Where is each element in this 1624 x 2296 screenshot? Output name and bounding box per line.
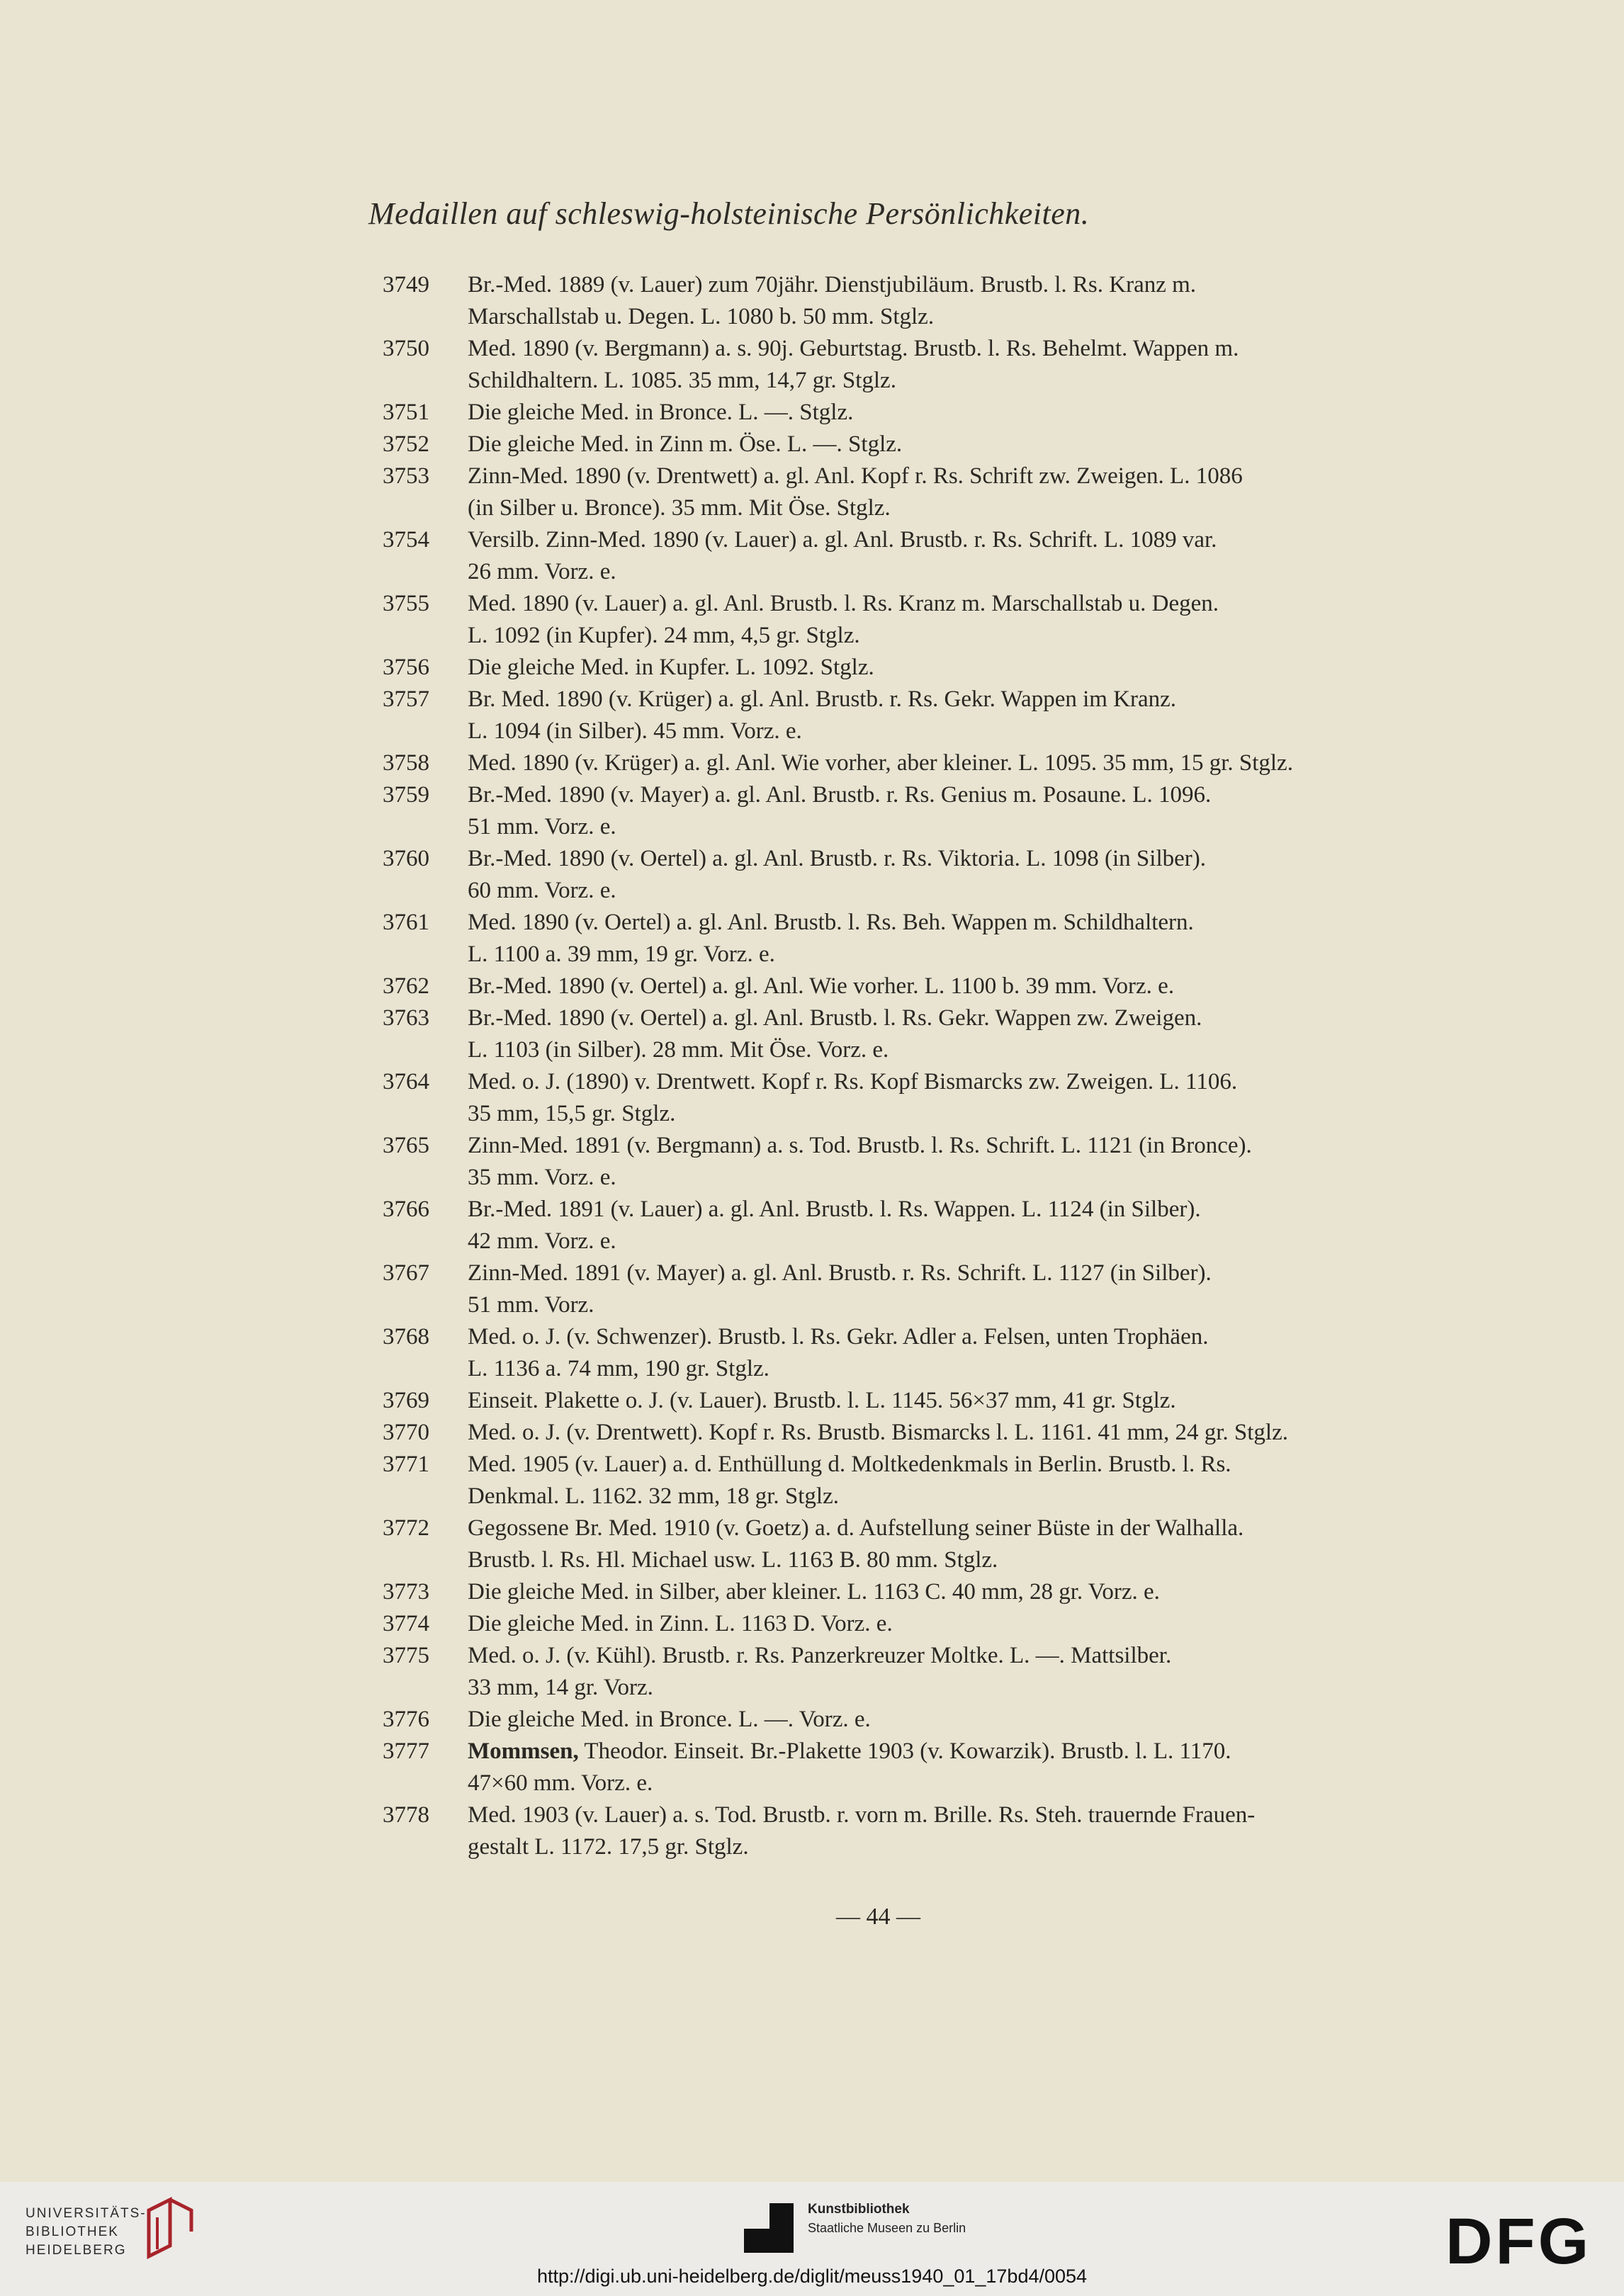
catalogue-entry	[383, 971, 1445, 1002]
entry-description	[468, 1512, 1445, 1576]
entry-number: 3749	[383, 272, 429, 298]
entry-line: L. 1094 (in Silber). 45 mm. Vorz. e.	[468, 718, 802, 744]
entry-description	[468, 1417, 1445, 1449]
entry-description	[468, 684, 1445, 747]
entry-line: Med. 1890 (v. Krüger) a. gl. Anl. Wie vorher, aber kleiner. L. 1095. 35 mm, 15 gr. Stglz.	[468, 750, 1293, 776]
kunstbibliothek-name: Kunstbibliothek	[808, 2202, 910, 2217]
page-url[interactable]: http://digi.ub.uni-heidelberg.de/diglit/meuss1940_01_17bd4/0054	[536, 2266, 1088, 2287]
entry-line: 51 mm. Vorz. e.	[468, 814, 616, 839]
entry-description	[468, 429, 1445, 460]
page-number: — 44 —	[836, 1904, 920, 1930]
entry-line: 35 mm, 15,5 gr. Stglz.	[468, 1101, 676, 1126]
entry-line: Med. o. J. (1890) v. Drentwett. Kopf r. Rs. Kopf Bismarcks zw. Zweigen. L. 1106.	[468, 1069, 1238, 1095]
page-title: Medaillen auf schleswig-holsteinische Persönlichkeiten.	[368, 196, 1090, 231]
entry-line: 26 mm. Vorz. e.	[468, 559, 616, 584]
library-line-1: UNIVERSITÄTS-	[26, 2206, 147, 2221]
entry-description	[468, 1449, 1445, 1512]
entry-line: 35 mm. Vorz. e.	[468, 1165, 616, 1190]
entry-number: 3778	[383, 1802, 429, 1828]
entry-line: Die gleiche Med. in Bronce. L. —. Stglz.	[468, 400, 854, 425]
entry-line: Med. 1890 (v. Bergmann) a. s. 90j. Geburtstag. Brustb. l. Rs. Behelmt. Wappen m.	[468, 336, 1239, 361]
library-emblem-icon[interactable]	[142, 2196, 198, 2260]
entry-description	[468, 747, 1445, 779]
kunstbibliothek-logo-icon[interactable]	[744, 2203, 794, 2253]
kunstbibliothek-label[interactable]	[808, 2200, 966, 2237]
entry-line: (in Silber u. Bronce). 35 mm. Mit Öse. Stglz.	[468, 495, 891, 521]
entry-number: 3762	[383, 973, 429, 999]
catalogue-entry	[383, 1194, 1445, 1257]
entry-description	[468, 460, 1445, 524]
entry-line: Med. 1890 (v. Oertel) a. gl. Anl. Brustb. l. Rs. Beh. Wappen m. Schildhaltern.	[468, 910, 1194, 935]
entry-description	[468, 588, 1445, 652]
catalogue-entries	[383, 269, 1445, 1863]
entry-description	[468, 333, 1445, 397]
entry-number: 3753	[383, 463, 429, 489]
entry-line: Die gleiche Med. in Silber, aber kleiner. L. 1163 C. 40 mm, 28 gr. Vorz. e.	[468, 1579, 1160, 1605]
entry-line: Med. 1890 (v. Lauer) a. gl. Anl. Brustb. l. Rs. Kranz m. Marschallstab u. Degen.	[468, 591, 1219, 616]
entry-description	[468, 843, 1445, 907]
entry-number: 3752	[383, 431, 429, 457]
entry-line-text: Theodor. Einseit. Br.-Plakette 1903 (v. Kowarzik). Brustb. l. L. 1170.	[578, 1738, 1231, 1764]
catalogue-entry	[383, 907, 1445, 971]
entry-description	[468, 524, 1445, 588]
entry-line: Zinn-Med. 1890 (v. Drentwett) a. gl. Anl. Kopf r. Rs. Schrift zw. Zweigen. L. 1086	[468, 463, 1243, 489]
entry-number: 3755	[383, 591, 429, 616]
kunstbibliothek-subtitle: Staatliche Museen zu Berlin	[808, 2221, 966, 2235]
entry-number: 3763	[383, 1005, 429, 1031]
entry-line: Br.-Med. 1891 (v. Lauer) a. gl. Anl. Brustb. l. Rs. Wappen. L. 1124 (in Silber).	[468, 1197, 1201, 1222]
entry-line: Med. o. J. (v. Kühl). Brustb. r. Rs. Panzerkreuzer Moltke. L. —. Mattsilber.	[468, 1643, 1172, 1668]
entry-line: Einseit. Plakette o. J. (v. Lauer). Brustb. l. L. 1145. 56×37 mm, 41 gr. Stglz.	[468, 1388, 1176, 1413]
entry-description	[468, 779, 1445, 843]
entry-description	[468, 1257, 1445, 1321]
entry-description	[468, 1608, 1445, 1640]
entry-line: Denkmal. L. 1162. 32 mm, 18 gr. Stglz.	[468, 1483, 839, 1509]
entry-line: Versilb. Zinn-Med. 1890 (v. Lauer) a. gl. Anl. Brustb. r. Rs. Schrift. L. 1089 var.	[468, 527, 1217, 553]
catalogue-entry	[383, 843, 1445, 907]
entry-line: Die gleiche Med. in Zinn. L. 1163 D. Vorz. e.	[468, 1611, 893, 1636]
entry-number: 3750	[383, 336, 429, 361]
entry-number: 3777	[383, 1738, 429, 1764]
catalogue-entry	[383, 1704, 1445, 1736]
entry-number: 3775	[383, 1643, 429, 1668]
catalogue-entry	[383, 1512, 1445, 1576]
entry-number: 3767	[383, 1260, 429, 1286]
entry-description	[468, 652, 1445, 684]
entry-number: 3774	[383, 1611, 429, 1636]
catalogue-entry	[383, 524, 1445, 588]
catalogue-entry	[383, 747, 1445, 779]
catalogue-entry	[383, 1002, 1445, 1066]
catalogue-entry	[383, 1417, 1445, 1449]
entry-line: Br.-Med. 1890 (v. Oertel) a. gl. Anl. Wie vorher. L. 1100 b. 39 mm. Vorz. e.	[468, 973, 1175, 999]
entry-line: L. 1136 a. 74 mm, 190 gr. Stglz.	[468, 1356, 769, 1381]
entry-number: 3770	[383, 1420, 429, 1445]
entry-number: 3754	[383, 527, 429, 553]
catalogue-entry	[383, 779, 1445, 843]
entry-description	[468, 1130, 1445, 1194]
entry-line: Brustb. l. Rs. Hl. Michael usw. L. 1163 B. 80 mm. Stglz.	[468, 1547, 998, 1573]
entry-line: Br.-Med. 1890 (v. Oertel) a. gl. Anl. Brustb. r. Rs. Viktoria. L. 1098 (in Silber).	[468, 846, 1206, 871]
entry-description	[468, 1385, 1445, 1417]
entry-number: 3765	[383, 1133, 429, 1158]
entry-number: 3772	[383, 1515, 429, 1541]
entry-description	[468, 1736, 1445, 1799]
person-name: Mommsen,	[468, 1738, 579, 1764]
entry-line: Marschallstab u. Degen. L. 1080 b. 50 mm. Stglz.	[468, 304, 935, 329]
catalogue-entry	[383, 684, 1445, 747]
entry-description	[468, 1002, 1445, 1066]
entry-line: L. 1103 (in Silber). 28 mm. Mit Öse. Vorz. e.	[468, 1037, 889, 1063]
entry-description	[468, 1640, 1445, 1704]
entry-description	[468, 269, 1445, 333]
entry-line: 42 mm. Vorz. e.	[468, 1228, 616, 1254]
entry-line: gestalt L. 1172. 17,5 gr. Stglz.	[468, 1834, 749, 1860]
entry-line: 33 mm, 14 gr. Vorz.	[468, 1675, 653, 1700]
entry-line: Br. Med. 1890 (v. Krüger) a. gl. Anl. Brustb. r. Rs. Gekr. Wappen im Kranz.	[468, 686, 1177, 712]
entry-description	[468, 1576, 1445, 1608]
entry-line: Gegossene Br. Med. 1910 (v. Goetz) a. d. Aufstellung seiner Büste in der Walhalla.	[468, 1515, 1244, 1541]
entry-description	[468, 1704, 1445, 1736]
dfg-logo[interactable]: DFG	[1445, 2205, 1592, 2278]
entry-line: Die gleiche Med. in Bronce. L. —. Vorz. e.	[468, 1707, 871, 1732]
catalogue-entry	[383, 1449, 1445, 1512]
library-line-3: HEIDELBERG	[26, 2243, 127, 2258]
catalogue-entry	[383, 460, 1445, 524]
entry-number: 3766	[383, 1197, 429, 1222]
entry-number: 3768	[383, 1324, 429, 1350]
catalogue-entry	[383, 588, 1445, 652]
entry-number: 3771	[383, 1452, 429, 1477]
entry-line: Schildhaltern. L. 1085. 35 mm, 14,7 gr. Stglz.	[468, 368, 896, 393]
entry-number: 3776	[383, 1707, 429, 1732]
entry-line: Br.-Med. 1889 (v. Lauer) zum 70jähr. Dienstjubiläum. Brustb. l. Rs. Kranz m.	[468, 272, 1197, 298]
catalogue-entry	[383, 429, 1445, 460]
entry-description	[468, 971, 1445, 1002]
entry-line: Med. 1903 (v. Lauer) a. s. Tod. Brustb. r. vorn m. Brille. Rs. Steh. trauernde Frauen-	[468, 1802, 1256, 1828]
catalogue-entry	[383, 333, 1445, 397]
entry-line: Br.-Med. 1890 (v. Mayer) a. gl. Anl. Brustb. r. Rs. Genius m. Posaune. L. 1096.	[468, 782, 1212, 808]
catalogue-entry	[383, 1385, 1445, 1417]
catalogue-entry	[383, 1640, 1445, 1704]
catalogue-entry	[383, 1799, 1445, 1863]
catalogue-entry	[383, 269, 1445, 333]
entry-number: 3761	[383, 910, 429, 935]
entry-description	[468, 1194, 1445, 1257]
catalogue-entry	[383, 1608, 1445, 1640]
library-line-2: BIBLIOTHEK	[26, 2224, 119, 2239]
entry-line: Zinn-Med. 1891 (v. Mayer) a. gl. Anl. Brustb. r. Rs. Schrift. L. 1127 (in Silber).	[468, 1260, 1212, 1286]
entry-number: 3760	[383, 846, 429, 871]
entry-description	[468, 1066, 1445, 1130]
catalogue-entry	[383, 1130, 1445, 1194]
catalogue-entry	[383, 1257, 1445, 1321]
entry-line: Med. o. J. (v. Drentwett). Kopf r. Rs. Brustb. Bismarcks l. L. 1161. 41 mm, 24 gr. Stglz.	[468, 1420, 1288, 1445]
entry-line: L. 1100 a. 39 mm, 19 gr. Vorz. e.	[468, 941, 775, 967]
entry-line: 51 mm. Vorz.	[468, 1292, 594, 1318]
entry-line: Zinn-Med. 1891 (v. Bergmann) a. s. Tod. Brustb. l. Rs. Schrift. L. 1121 (in Bronce).	[468, 1133, 1252, 1158]
catalogue-entry	[383, 397, 1445, 429]
entry-number: 3758	[383, 750, 429, 776]
entry-line: Die gleiche Med. in Zinn m. Öse. L. —. Stglz.	[468, 431, 903, 457]
entry-line	[468, 1736, 1445, 1768]
entry-description	[468, 907, 1445, 971]
entry-number: 3757	[383, 686, 429, 712]
entry-line: Med. o. J. (v. Schwenzer). Brustb. l. Rs. Gekr. Adler a. Felsen, unten Trophäen.	[468, 1324, 1209, 1350]
entry-number: 3759	[383, 782, 429, 808]
entry-line: 47×60 mm. Vorz. e.	[468, 1770, 653, 1796]
entry-description	[468, 397, 1445, 429]
catalogue-entry	[383, 1321, 1445, 1385]
catalogue-entry	[383, 1736, 1445, 1799]
catalogue-entry	[383, 1576, 1445, 1608]
catalogue-entry	[383, 1066, 1445, 1130]
entry-line: L. 1092 (in Kupfer). 24 mm, 4,5 gr. Stglz.	[468, 623, 860, 648]
entry-number: 3773	[383, 1579, 429, 1605]
entry-line: Die gleiche Med. in Kupfer. L. 1092. Stglz.	[468, 655, 874, 680]
entry-line: Br.-Med. 1890 (v. Oertel) a. gl. Anl. Brustb. l. Rs. Gekr. Wappen zw. Zweigen.	[468, 1005, 1202, 1031]
university-library-logo-text[interactable]	[26, 2205, 147, 2260]
entry-number: 3769	[383, 1388, 429, 1413]
entry-line: Med. 1905 (v. Lauer) a. d. Enthüllung d. Moltkedenkmals in Berlin. Brustb. l. Rs.	[468, 1452, 1231, 1477]
catalogue-entry	[383, 652, 1445, 684]
entry-number: 3764	[383, 1069, 429, 1095]
entry-description	[468, 1321, 1445, 1385]
entry-number: 3756	[383, 655, 429, 680]
entry-number: 3751	[383, 400, 429, 425]
entry-description	[468, 1799, 1445, 1863]
entry-line: 60 mm. Vorz. e.	[468, 878, 616, 903]
